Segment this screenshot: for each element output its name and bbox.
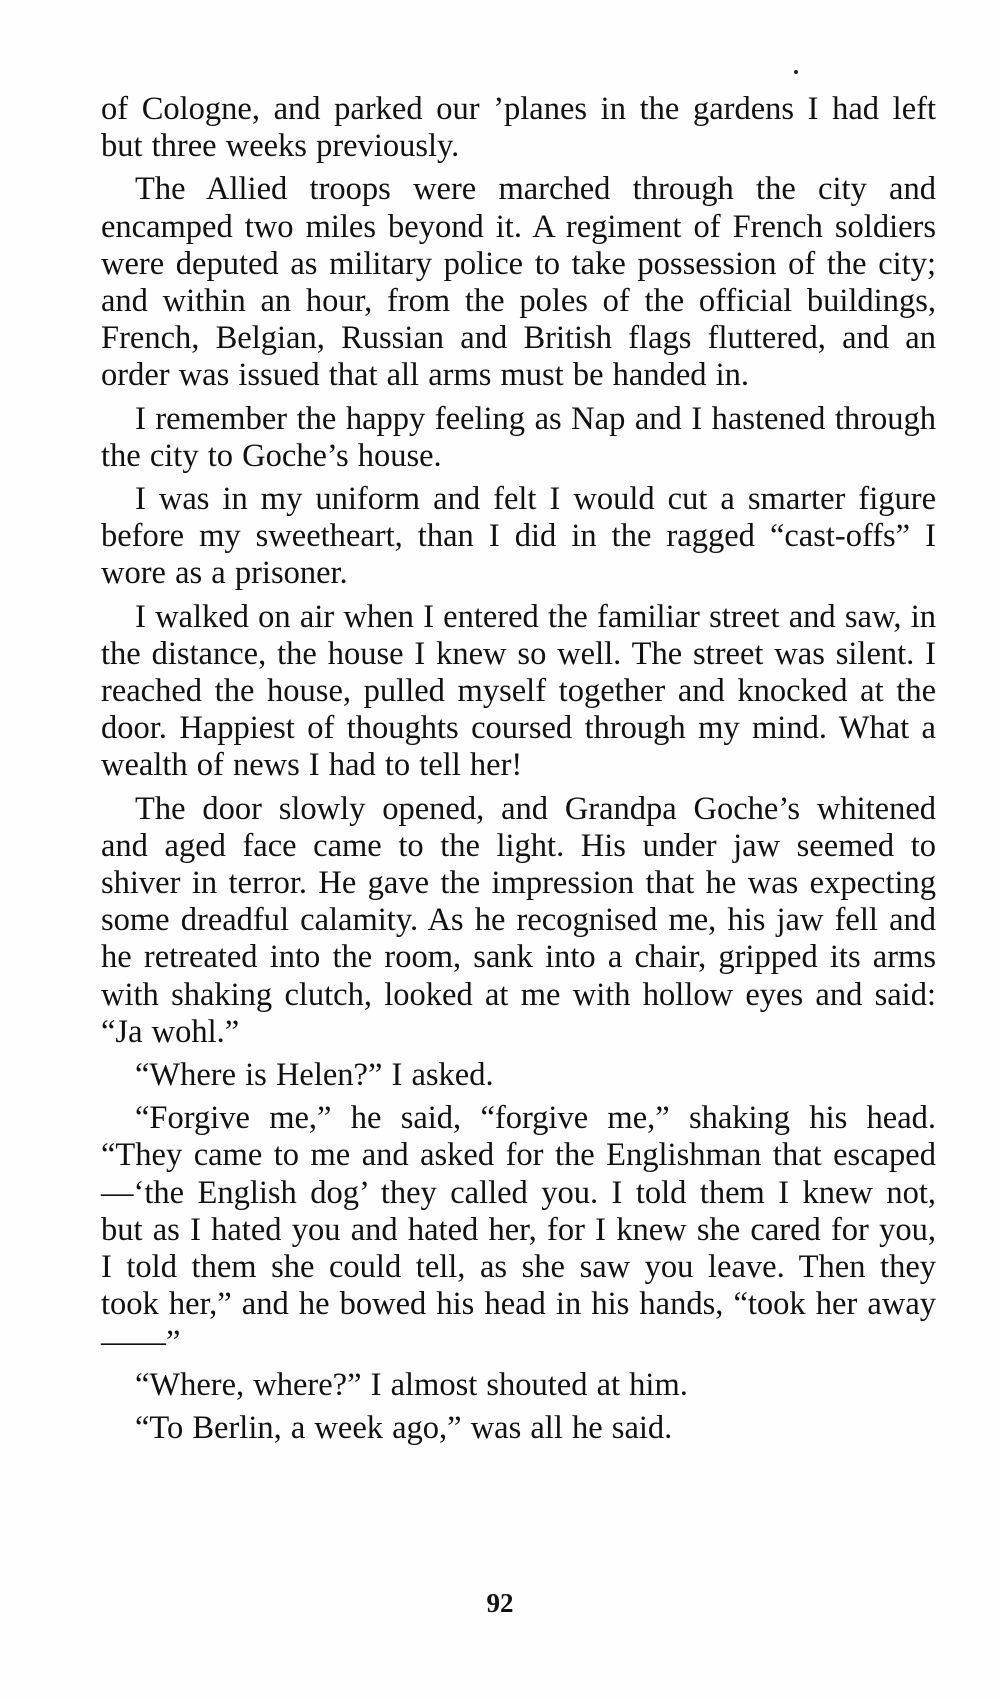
paragraph-10: “To Berlin, a week ago,” was all he said. [135, 1409, 673, 1446]
print-speck [794, 70, 798, 74]
paragraph-7: “Where is Helen?” I asked. [135, 1057, 494, 1094]
paragraph-8: “Forgive me,” he said, “forgive me,” shaking his head. “They came to me and asked for the Englishman that escaped—‘the English dog’ they called you. I told them I knew not, but as I hated you and hated her, for I knew she cared for you, I told them she could tell, as she saw you leave. Then they took her,” and he bowed his head in his hands, “took her away——” [101, 1100, 936, 1360]
paragraph-1: of Cologne, and parked our ’planes in the gardens I had left but three weeks previously. [101, 91, 936, 165]
body-text [101, 91, 936, 1447]
page-number: 92 [486, 1588, 514, 1618]
paragraph-2: The Allied troops were marched through the city and encamped two miles beyond it. A regiment of French soldiers were deputed as military police to take possession of the city; and within an hour, from the poles of the official buildings, French, Belgian, Russian and British flags fluttered, and an order was issued that all arms must be handed in. [101, 171, 936, 394]
paragraph-9: “Where, where?” I almost shouted at him. [135, 1366, 688, 1403]
paragraph-5: I walked on air when I entered the familiar street and saw, in the distance, the house I knew so well. The street was silent. I reached the house, pulled myself together and knocked at the door. Happiest of thoughts coursed through my mind. What a wealth of news I had to tell her! [101, 598, 936, 784]
paragraph-3: I remember the happy feeling as Nap and I hastened through the city to Goche’s house. [101, 400, 936, 474]
paragraph-4: I was in my uniform and felt I would cut a smarter figure before my sweetheart, than I did in the ragged “cast-offs” I wore as a prisoner. [101, 481, 936, 592]
paragraph-6: The door slowly opened, and Grandpa Goche’s whitened and aged face came to the light. His under jaw seemed to shiver in terror. He gave the impression that he was expecting some dreadful calamity. As he recognised me, his jaw fell and he retreated into the room, sank into a chair, gripped its arms with shaking clutch, looked at me with hollow eyes and said: “Ja wohl.” [101, 790, 936, 1050]
